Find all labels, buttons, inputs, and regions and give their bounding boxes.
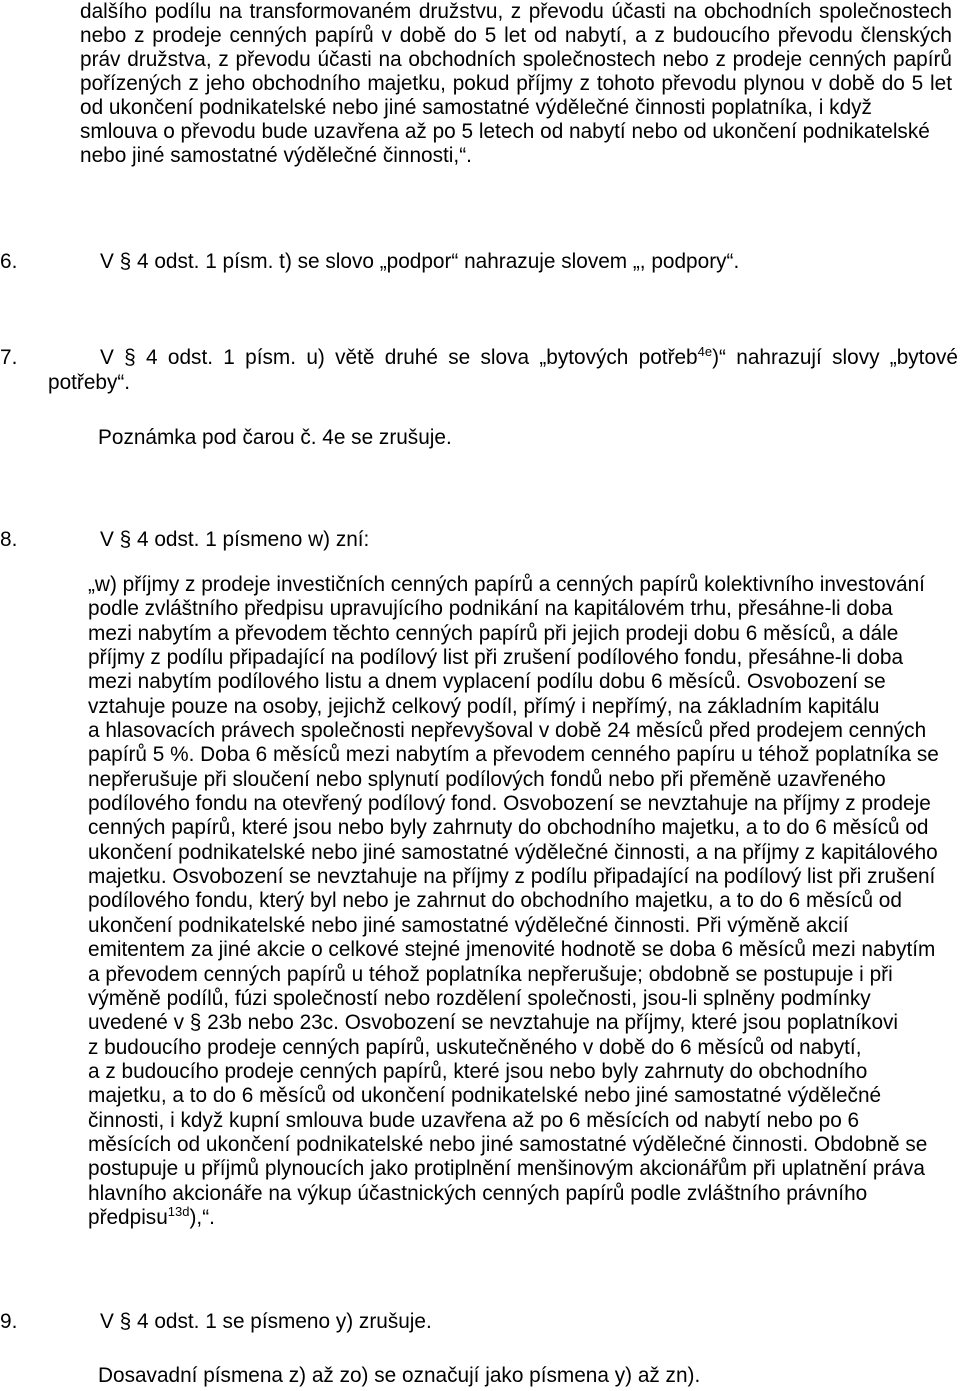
quote-text-segment: předpisu <box>88 1205 168 1229</box>
quote-line: emitentem za jiné akcie o celkové stejné jmenovité hodnotě se doba 6 měsíců mezi nabytím <box>88 938 936 962</box>
quote-line: a hlasovacích právech společnosti nepřevyšoval v době 24 měsíců před prodejem cenných <box>88 719 927 743</box>
quote-line: měsících od ukončení podnikatelské nebo jiné samostatné výdělečné činnosti. Obdobně se <box>88 1132 928 1156</box>
intro-line: práv družstva, z převodu účasti na obchodních společnostech nebo z prodeje cenných papírů <box>80 48 952 71</box>
point-text-9: V § 4 odst. 1 se písmeno y) zrušuje. <box>100 1310 432 1333</box>
quote-line: činnosti, i když kupní smlouva bude uzavřena až po 6 měsících od nabytí nebo po 6 <box>88 1108 860 1132</box>
intro-line: nebo z prodeje cenných papírů v době do 5 let od nabytí, a z budoucího převodu členských <box>80 24 952 47</box>
footnote-removal-note: Poznámka pod čarou č. 4e se zrušuje. <box>98 426 452 449</box>
intro-line: od ukončení podnikatelské nebo jiné samostatné výdělečné činnosti poplatníka, i když <box>80 96 872 119</box>
point-number-6: 6. <box>0 250 18 273</box>
quote-line: majetku. Osvobození se nevztahuje na příjmy z podílu připadající na podílový list při zrušení <box>88 865 936 889</box>
intro-line: dalšího podílu na transformovaném družstvu, z převodu účasti na obchodních společnostech <box>80 0 952 23</box>
intro-paragraph <box>80 0 952 168</box>
point-text-segment: )“ nahrazují slovy „bytové <box>712 346 958 369</box>
quote-line: hlavního akcionáře na výkup účastnických cenných papírů podle zvláštního právního <box>88 1181 868 1205</box>
quote-text-segment: ),“. <box>189 1205 215 1229</box>
quote-line: mezi nabytím podílového listu a dnem vyplacení podílu dobu 6 měsíců. Osvobození se <box>88 670 886 694</box>
quote-line: z budoucího prodeje cenných papírů, uskutečněného v době do 6 měsíců od nabytí, <box>88 1035 862 1059</box>
point-number-9: 9. <box>0 1310 18 1333</box>
quote-line-last <box>88 1206 958 1230</box>
quote-line: a převodem cenných papírů u téhož poplatníka nepřerušuje; obdobně se postupuje i při <box>88 962 893 986</box>
quote-line: a z budoucího prodeje cenných papírů, které jsou nebo byly zahrnuty do obchodního <box>88 1059 868 1083</box>
footnote-reference: 4e <box>697 344 713 360</box>
quote-line: postupuje u příjmů plynoucích jako protiplnění menšinovým akcionářům při uplatnění práva <box>88 1157 925 1181</box>
point-text-8: V § 4 odst. 1 písmeno w) zní: <box>100 528 370 551</box>
quote-line: uvedené v § 23b nebo 23c. Osvobození se nevztahuje na příjmy, které jsou poplatníkovi <box>88 1011 899 1035</box>
point-text-7-line-1 <box>100 346 958 370</box>
quote-line: podílového fondu na otevřený podílový fond. Osvobození se nevztahuje na příjmy z prodeje <box>88 792 931 816</box>
point-text-6: V § 4 odst. 1 písm. t) se slovo „podpor“ nahrazuje slovem „, podpory“. <box>100 250 740 273</box>
quote-line: majetku, a to do 6 měsíců od ukončení podnikatelské nebo jiné samostatné výdělečné <box>88 1084 882 1108</box>
quote-line: nepřerušuje při sloučení nebo splynutí podílových fondů nebo při přeměně uzavřeného <box>88 767 886 791</box>
intro-line: nebo jiné samostatné výdělečné činnosti,“. <box>80 144 472 167</box>
relettering-note: Dosavadní písmena z) až zo) se označují jako písmena y) až zn). <box>98 1364 701 1387</box>
quote-line: příjmy z podílu připadající na podílový list při zrušení podílového fondu, přesáhne-li doba <box>88 646 904 670</box>
intro-line: pořízených z jeho obchodního majetku, pokud příjmy z tohoto převodu plynou v době do 5 let <box>80 72 952 95</box>
quote-line: podílového fondu, který byl nebo je zahrnut do obchodního majetku, a to do 6 měsíců od <box>88 889 902 913</box>
quote-line: papírů 5 %. Doba 6 měsíců mezi nabytím a převodem cenného papíru u téhož poplatníka se <box>88 743 939 767</box>
quote-line: vztahuje pouze na osoby, jejichž celkový podíl, přímý i nepřímý, na základním kapitálu <box>88 694 880 718</box>
intro-line: smlouva o převodu bude uzavřena až po 5 letech od nabytí nebo od ukončení podnikatelské <box>80 120 930 143</box>
quote-line: „w) příjmy z prodeje investičních cenných papírů a cenných papírů kolektivního investování <box>88 573 925 596</box>
point-text-segment: V § 4 odst. 1 písm. u) větě druhé se slova „bytových potřeb <box>100 346 698 369</box>
quote-line: mezi nabytím a převodem těchto cenných papírů při jejich prodeji dobu 6 měsíců, a dále <box>88 621 899 645</box>
quote-line: cenných papírů, které jsou nebo byly zahrnuty do obchodního majetku, a to do 6 měsíců od <box>88 816 929 840</box>
point-text-7-line-2: potřeby“. <box>48 371 131 394</box>
point-number-8: 8. <box>0 528 18 551</box>
point-number-7: 7. <box>0 346 18 369</box>
footnote-reference: 13d <box>167 1204 190 1220</box>
quote-line: podle zvláštního předpisu upravujícího podnikání na kapitálovém trhu, přesáhne-li doba <box>88 597 893 621</box>
quote-line: ukončení podnikatelské nebo jiné samostatné výdělečné činnosti. Při výměně akcií <box>88 913 849 937</box>
quoted-provision-w <box>88 573 958 1230</box>
quote-line: ukončení podnikatelské nebo jiné samostatné výdělečné činnosti, a na příjmy z kapitálového <box>88 840 938 864</box>
quote-line: výměně podílů, fúzi společností nebo rozdělení společnosti, jsou-li splněny podmínky <box>88 986 871 1010</box>
